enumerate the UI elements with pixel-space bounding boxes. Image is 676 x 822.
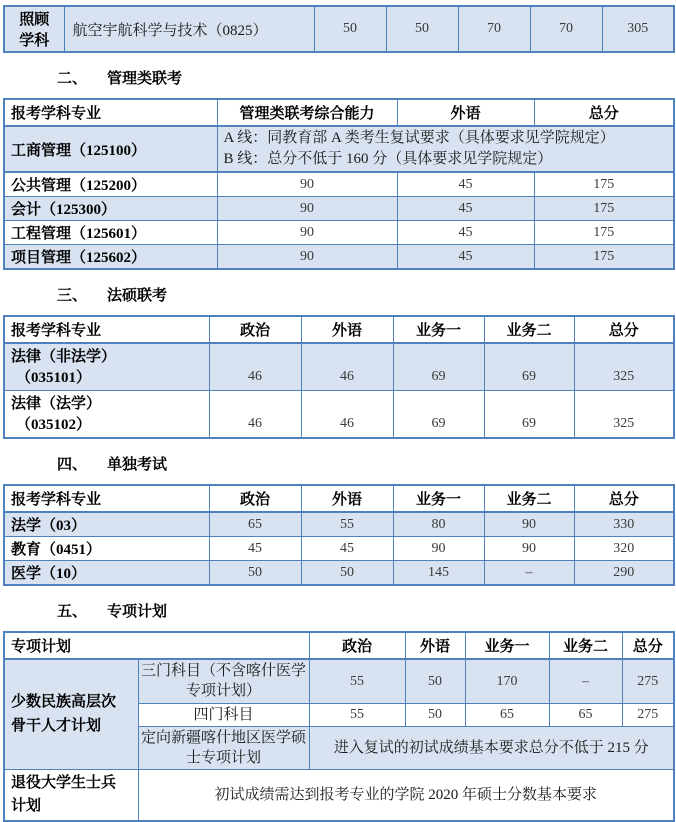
score-cell: 175: [534, 172, 674, 197]
note-cell: 进入复试的初试成绩基本要求总分不低于 215 分: [309, 726, 674, 769]
row-label: 教育（0451）: [4, 537, 209, 561]
table-row: [4, 512, 674, 537]
score-cell: 325: [574, 343, 674, 391]
column-header: 业务二: [484, 316, 574, 343]
separate-exam-table: [3, 484, 675, 586]
section-number: 三、: [57, 288, 88, 304]
section-number: 五、: [57, 604, 88, 620]
score-cell: 45: [397, 221, 534, 245]
row-label: 法学（03）: [4, 512, 209, 537]
table-row: [4, 391, 674, 439]
section-title: 专项计划: [107, 604, 168, 620]
score-cell: 45: [209, 537, 301, 561]
column-header: 报考学科专业: [4, 99, 217, 126]
score-cell: 80: [393, 512, 484, 537]
score-cell: 70: [458, 6, 530, 52]
score-cell: 90: [217, 172, 397, 197]
table-row: [4, 245, 674, 270]
subject-cell: 航空宇航科学与技术（0825）: [64, 6, 314, 52]
score-cell: 275: [622, 659, 674, 703]
header-row: [4, 485, 674, 512]
score-cell: 46: [209, 343, 301, 391]
column-header: 外语: [301, 485, 393, 512]
section-heading-separate: [57, 453, 676, 474]
sub-label: 三门科目（不含喀什医学专项计划）: [138, 659, 309, 703]
score-cell: 90: [217, 245, 397, 270]
column-header: 业务一: [393, 485, 484, 512]
table-row: [4, 126, 674, 172]
score-cell: 46: [209, 391, 301, 439]
score-cell: 55: [309, 703, 405, 726]
column-header: 外语: [397, 99, 534, 126]
score-cell: 275: [622, 703, 674, 726]
column-header: 业务一: [465, 632, 549, 659]
score-cell: –: [549, 659, 622, 703]
score-cell: 145: [393, 561, 484, 586]
score-cell: 65: [549, 703, 622, 726]
row-label: 照顾学科: [4, 6, 64, 52]
special-plan-table: [3, 631, 675, 822]
row-label: [4, 391, 209, 439]
score-cell: 50: [405, 703, 465, 726]
column-header: 政治: [209, 316, 301, 343]
score-cell: 55: [301, 512, 393, 537]
note-line-b: B 线：总分不低于 160 分（具体要求见学院规定）: [223, 151, 553, 167]
column-header: 总分: [622, 632, 674, 659]
score-cell: 50: [405, 659, 465, 703]
table-row: [4, 659, 674, 703]
score-cell: 69: [393, 391, 484, 439]
score-cell: 90: [484, 537, 574, 561]
table-row: [4, 561, 674, 586]
score-cell: 90: [393, 537, 484, 561]
table-row: [4, 343, 674, 391]
score-cell: 50: [386, 6, 458, 52]
score-cell: 90: [217, 221, 397, 245]
row-label: 医学（10）: [4, 561, 209, 586]
score-cell: 55: [309, 659, 405, 703]
score-cell: 65: [465, 703, 549, 726]
table-row: [4, 769, 674, 821]
score-cell: 69: [484, 343, 574, 391]
care-subjects-table: [3, 5, 675, 53]
column-header: 管理类联考综合能力: [217, 99, 397, 126]
note-cell: [217, 126, 674, 172]
score-cell: 70: [530, 6, 602, 52]
score-cell: –: [484, 561, 574, 586]
column-header: 报考学科专业: [4, 316, 209, 343]
sub-label: 四门科目: [138, 703, 309, 726]
score-cell: 50: [314, 6, 386, 52]
score-cell: 69: [484, 391, 574, 439]
table-row: [4, 197, 674, 221]
section-title: 法硕联考: [107, 288, 168, 304]
major-code: （035101）: [16, 370, 92, 386]
header-row: [4, 316, 674, 343]
score-cell: 175: [534, 197, 674, 221]
score-cell: 330: [574, 512, 674, 537]
column-header: 政治: [309, 632, 405, 659]
column-header: 外语: [405, 632, 465, 659]
score-cell: 90: [484, 512, 574, 537]
column-header: 总分: [534, 99, 674, 126]
score-cell: 305: [602, 6, 674, 52]
score-cell: 320: [574, 537, 674, 561]
major-name: 法律（法学）: [11, 396, 102, 412]
row-label: 工商管理（125100）: [4, 126, 217, 172]
row-label: 会计（125300）: [4, 197, 217, 221]
major-name: 法律（非法学）: [11, 349, 117, 365]
row-label: 项目管理（125602）: [4, 245, 217, 270]
mgmt-exam-table: [3, 98, 675, 270]
score-cell: 175: [534, 245, 674, 270]
score-cell: 170: [465, 659, 549, 703]
column-header: 总分: [574, 316, 674, 343]
section-heading-law: [57, 284, 676, 305]
row-label: 退役大学生士兵计划: [4, 769, 138, 821]
note-cell: 初试成绩需达到报考专业的学院 2020 年硕士分数基本要求: [138, 769, 674, 821]
section-number: 二、: [57, 71, 88, 87]
score-cell: 46: [301, 391, 393, 439]
score-cell: 45: [397, 245, 534, 270]
score-cell: 90: [217, 197, 397, 221]
column-header: 业务二: [484, 485, 574, 512]
score-cell: 45: [397, 172, 534, 197]
section-heading-special: [57, 600, 676, 621]
note-line-a: A 线：同教育部 A 类考生复试要求（具体要求见学院规定）: [223, 130, 615, 146]
score-cell: 50: [209, 561, 301, 586]
group-label: 少数民族高层次骨干人才计划: [4, 659, 138, 769]
column-header: 业务一: [393, 316, 484, 343]
section-title: 单独考试: [107, 457, 168, 473]
column-header: 外语: [301, 316, 393, 343]
score-cell: 290: [574, 561, 674, 586]
table-row: [4, 537, 674, 561]
score-cell: 175: [534, 221, 674, 245]
major-code: （035102）: [16, 417, 92, 433]
table-row: [4, 172, 674, 197]
score-cell: 46: [301, 343, 393, 391]
row-label: 工程管理（125601）: [4, 221, 217, 245]
row-label: 公共管理（125200）: [4, 172, 217, 197]
header-row: [4, 99, 674, 126]
section-number: 四、: [57, 457, 88, 473]
table-row: [4, 6, 674, 52]
section-title: 管理类联考: [107, 71, 183, 87]
column-header: 报考学科专业: [4, 485, 209, 512]
sub-label: 定向新疆喀什地区医学硕士专项计划: [138, 726, 309, 769]
law-exam-table: [3, 315, 675, 439]
column-header: 业务二: [549, 632, 622, 659]
score-cell: 325: [574, 391, 674, 439]
column-header: 专项计划: [4, 632, 309, 659]
score-cell: 45: [301, 537, 393, 561]
score-cell: 69: [393, 343, 484, 391]
table-row: [4, 221, 674, 245]
column-header: 总分: [574, 485, 674, 512]
column-header: 政治: [209, 485, 301, 512]
score-cell: 45: [397, 197, 534, 221]
section-heading-mgmt: [57, 67, 676, 88]
score-cell: 50: [301, 561, 393, 586]
score-cell: 65: [209, 512, 301, 537]
header-row: [4, 632, 674, 659]
row-label: [4, 343, 209, 391]
